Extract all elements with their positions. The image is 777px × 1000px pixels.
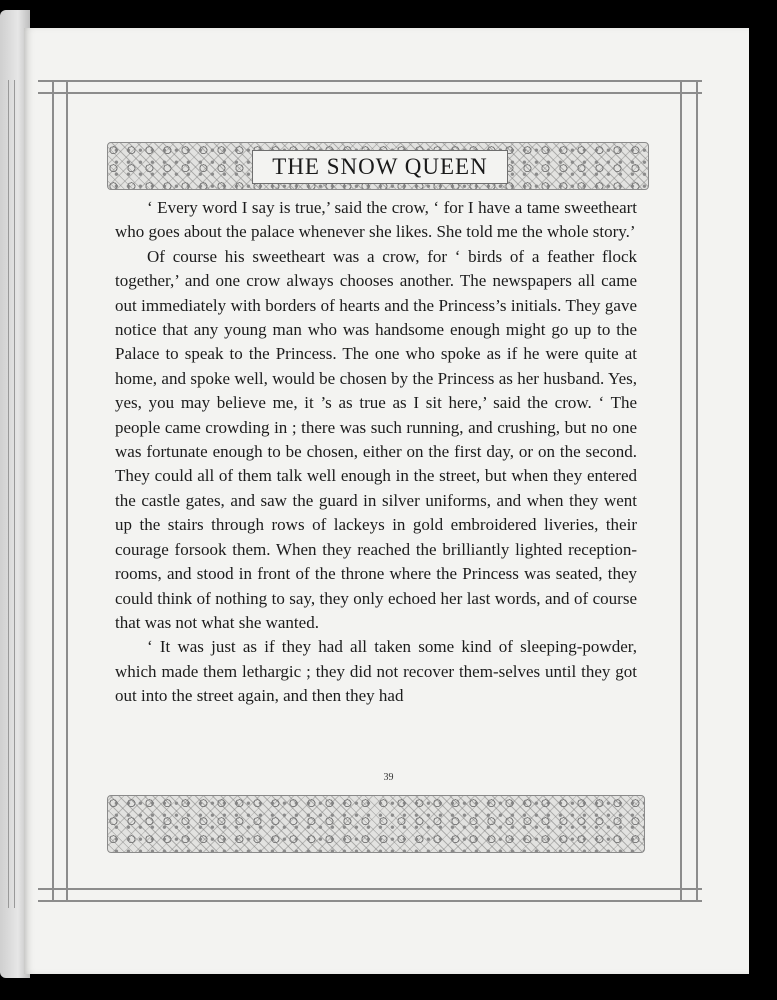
paragraph: Of course his sweetheart was a crow, for ‘ birds of a feather flock together,’ and one crow always chooses another. The newspapers all came out immediately with borders of hearts and the Princess’s initials. They gave notice that any young man who was handsome enough might go up to the Palace to speak to the Princess. The one who spoke as if he were quite at home, and spoke well, would be chosen by the Princess as her husband. Yes, yes, you may believe me, it ’s as true as I sit here,’ said the crow. ‘ The people came crowding in ; there was such running, and crushing, but no one was fortunate enough to be chosen, either on the first day, or on the second. They could all of them talk well enough in the street, but when they entered the castle gates, and saw the guard in silver uniforms, and when they went up the stairs through rows of lackeys in gold embroidered liveries, their courage forsook them. When they reached the brilliantly lighted reception-rooms, and stood in front of the throne where the Princess was seated, they could think of nothing to say, they only echoed her last words, and of course that was not what she wanted. <box>115 246 637 632</box>
frame-bottom-inner <box>38 888 702 890</box>
chapter-title: THE SNOW QUEEN <box>272 154 488 179</box>
frame-bottom-outer <box>38 900 702 902</box>
title-plate <box>252 150 508 184</box>
footer-ornament-band <box>107 795 645 853</box>
frame-top-outer <box>38 80 702 82</box>
page-number: 39 <box>383 772 394 783</box>
paragraph: ‘ It was just as if they had all taken some kind of sleeping-powder, which made them lethargic ; they did not recover them-selves until they got out into the street again, and then they had <box>115 637 637 706</box>
paragraph: ‘ Every word I say is true,’ said the crow, ‘ for I have a tame sweetheart who goes about the palace whenever she likes. She told me the whole story.’ <box>115 198 637 242</box>
body-text <box>115 196 637 709</box>
frame-top-inner <box>38 92 702 94</box>
